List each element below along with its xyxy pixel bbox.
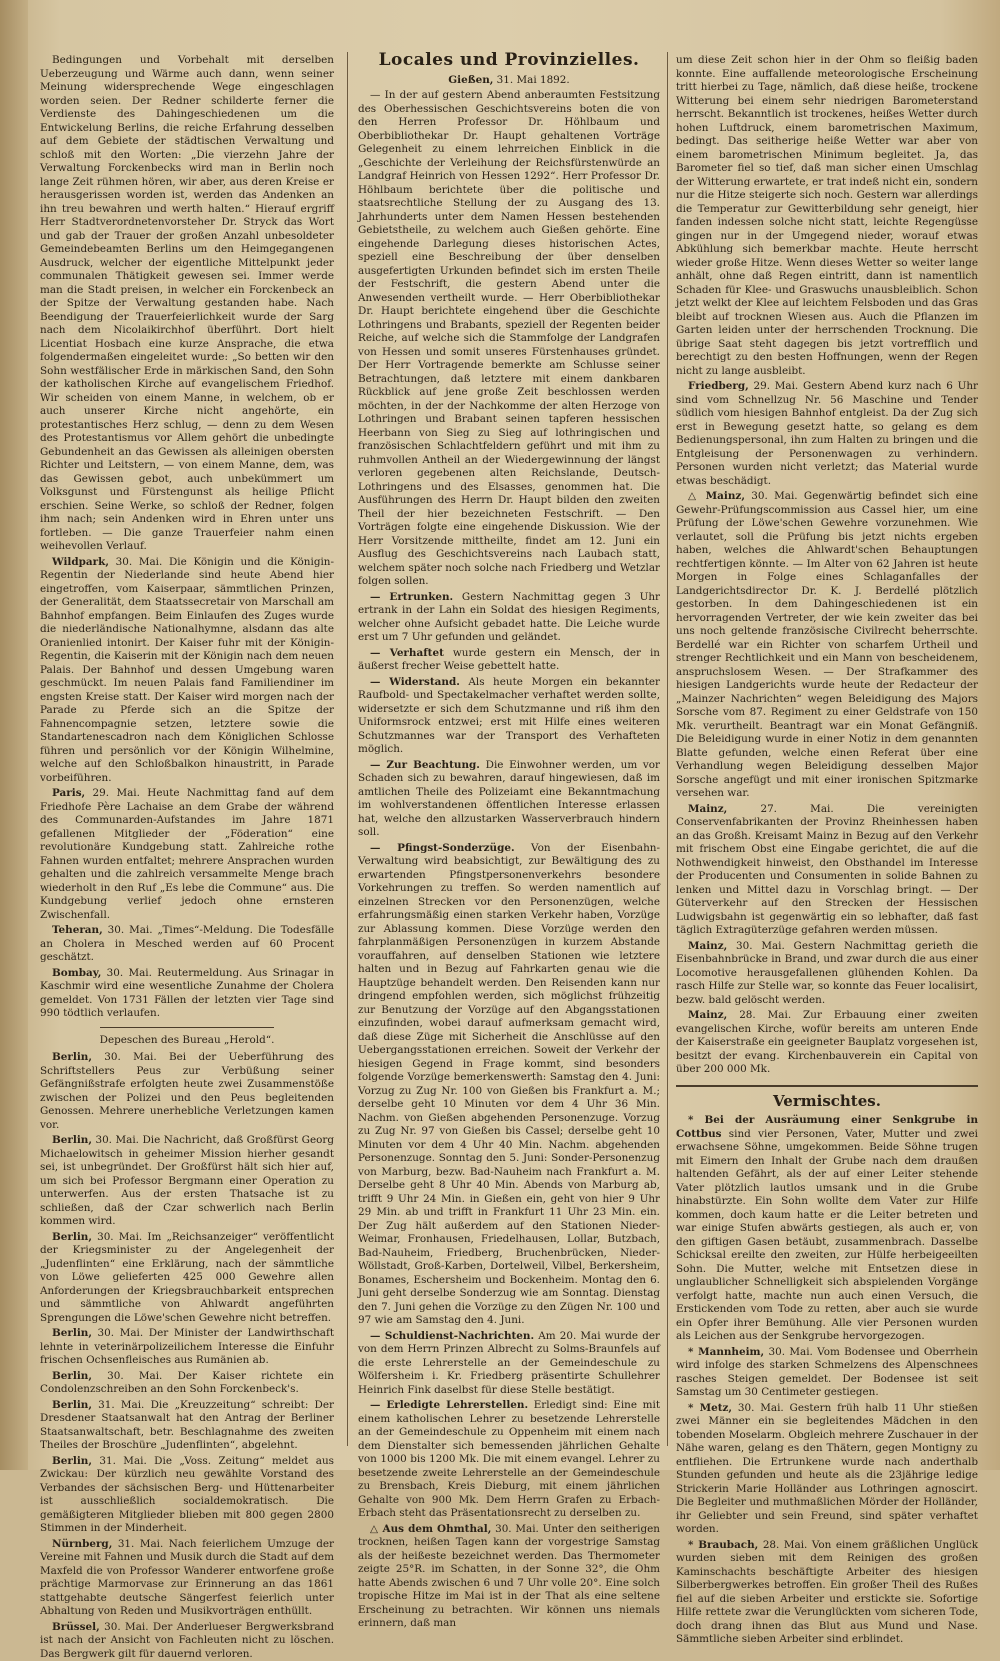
item-heading: △ Aus dem Ohmthal, bbox=[370, 1523, 491, 1535]
dateline: Paris, bbox=[52, 787, 85, 799]
dateline: Bombay, bbox=[52, 967, 101, 979]
dateline: Friedberg, bbox=[688, 380, 749, 392]
news-text: 30. Mai. Reutermeldung. Aus Srinagar in Kaschmir wird eine wesentliche Zunahme der Cholera gemeldet. Von 1731 Fällen der letzten vier Tage sind 990 tödtlich verlaufen. bbox=[40, 967, 334, 1020]
news-text: 30. Mai. Im „Reichsanzeiger“ veröffentlicht der Kriegsminister zu der Angelegenheit der „Judenflinten“ eine Erklärung, nach der sämmtliche von Löwe gelieferten 425 000 Gewehre allen Anforderungen der Kriegsbrauchbarkeit entsprechen und sämmtliche von Ahlwardt angeführten Sprengungen die Löwe'schen Gewehre nicht betreffen. bbox=[40, 1231, 334, 1324]
news-item-mainz bbox=[676, 940, 978, 1008]
news-text: Von der Eisenbahn-Verwaltung wird beabsichtigt, zur Bewältigung des zu erwartenden Pfingstpersonenverkehrs besondere Vorkehrungen zu treffen. So werden namentlich auf einzelnen Strecken vor den Personenzügen, welche erfahrungsmäßig einen starken Verkehr haben, Vorzüge zur Ablassung kommen. Diese Vorzüge werden den fahrplanmäßigen Personenzügen in kurzem Abstande vorauffahren, auf denselben Stationen wie letztere halten und in Bezug auf Fahrkarten genau wie die Hauptzüge behandelt werden. Den Reisenden kann nur dringend empfohlen werden, sich möglichst frühzeitig zur Benutzung der Vorzüge auf den Abgangsstationen einzufinden, wobei darauf aufmerksam gemacht wird, daß diese Züge mit Sicherheit die Anschlüsse auf den Uebergangsstationen erreichen. Soweit der Verkehr der hiesigen Gegend in Frage kommt, sind besonders folgende Vorzüge bemerkenswerth: Samstag den 4. Juni: Vorzug zu Zug Nr. 100 von Gießen bis Frankfurt a. M.; derselbe geht 10 Minuten vor dem 4 Uhr 36 Min. Nachm. von Gießen abgehenden Personenzuge. Vorzug zu Zug Nr. 97 von Gießen bis Cassel; derselbe geht 10 Minuten vor dem 4 Uhr 40 Min. Nachm. abgehenden Personenzuge. Sonntag den 5. Juni: Sonder-Personenzug von Marburg, bezw. Bad-Nauheim nach Frankfurt a. M. Derselbe geht 8 Uhr 40 Min. Abends von Marburg ab, trifft 9 Uhr 24 Min. in Gießen ein, geht von hier 9 Uhr 29 Min. ab und trifft in Frankfurt 11 Uhr 23 Min. ein. Der Zug hält außerdem auf den Stationen Nieder-Weimar, Fronhausen, Friedelhausen, Lollar, Butzbach, Bad-Nauheim, Friedberg, Bruchenbrücken, Nieder-Wöllstadt, Groß-Karben, Dortelweil, Vilbel, Berkersheim, Bonames, Eschersheim und Bockenheim. Montag den 6. Juni geht derselbe Sonderzug wie am Sonntag. Dienstag den 7. Juni gehen die Vorzüge zu den Zügen Nr. 100 und 97 wie am Samstag den 4. Juni. bbox=[358, 842, 660, 1327]
news-text: 27. Mai. Die vereinigten Conservenfabrikanten der Provinz Rheinhessen haben an das Großh. Kreisamt Mainz in Bezug auf den Verkehr mit frischem Obst eine Eingabe gerichtet, die auf die Nothwendigkeit hinweist, den Obsthandel im Interesse der Producenten und Consumenten in solide Bahnen zu lenken und Mittel dazu in Vorschlag bringt. — Der Güterverkehr auf den Strecken der Hessischen Ludwigsbahn ist gegenwärtig ein so lebhafter, daß fast täglich Extragüterzüge gefahren werden müssen. bbox=[676, 803, 978, 937]
dateline: Brüssel, bbox=[52, 1621, 100, 1633]
dateline: Berlin, bbox=[52, 1231, 92, 1243]
news-item-berlin bbox=[40, 1370, 334, 1397]
column-3 bbox=[676, 54, 978, 1446]
column-1 bbox=[40, 54, 334, 1446]
news-text: 30. Mai. Vom Bodensee und Oberrhein wird infolge des starken Schmelzens des Alpenschnees rasches Steigen gemeldet. Der Bodensee ist seit Samstag um 30 Centimeter gestiegen. bbox=[676, 1346, 978, 1399]
news-item-bruessel bbox=[40, 1621, 334, 1661]
news-item-berlin bbox=[40, 1134, 334, 1229]
news-text: wurde gestern ein Mensch, der in äußerst frecher Weise gebettelt hatte. bbox=[358, 647, 660, 673]
dateline: Berlin, bbox=[52, 1370, 92, 1382]
item-heading: — Schuldienst-Nachrichten. bbox=[370, 1330, 534, 1342]
news-item-berlin bbox=[40, 1327, 334, 1368]
news-text: 30. Mai. „Times“-Meldung. Die Todesfälle an Cholera in Mesched werden auf 60 Procent geschätzt. bbox=[40, 924, 334, 963]
dateline: Mainz, bbox=[688, 803, 727, 815]
page-edge-shadow bbox=[0, 0, 28, 1470]
news-text: 28. Mai. Zur Erbauung einer zweiten evangelischen Kirche, wofür bereits am unteren Ende der Kaiserstraße ein geeigneter Bauplatz vorgesehen ist, besitzt der evang. Kirchenbauverein ein Capital von über 200 000 Mk. bbox=[676, 1009, 978, 1075]
item-heading: — Widerstand. bbox=[370, 676, 460, 688]
news-text: 30. Mai. Der Minister der Landwirthschaft lehnte in veterinärpolizeilichem Interesse die Einfuhr frischen Ochsenfleisches aus Rumänien ab. bbox=[40, 1327, 334, 1366]
dateline: * Bei der Ausräumung einer Senkgrube in Cottbus bbox=[676, 1114, 978, 1140]
news-text: 30. Mai. Der Kaiser richtete ein Condolenzschreiben an den Sohn Forckenbeck's. bbox=[40, 1370, 334, 1396]
column-2 bbox=[358, 54, 660, 1446]
dateline: Mainz, bbox=[688, 940, 727, 952]
news-item-beachtung bbox=[358, 759, 660, 840]
news-item-ertrunken bbox=[358, 591, 660, 645]
dateline: Teheran, bbox=[52, 924, 103, 936]
dateline: Berlin, bbox=[52, 1327, 92, 1339]
item-heading: — Ertrunken. bbox=[370, 591, 453, 603]
news-item-pfingst bbox=[358, 842, 660, 1328]
news-item-berlin bbox=[40, 1051, 334, 1132]
column-rule-2 bbox=[667, 52, 668, 1446]
news-item-friedberg bbox=[676, 380, 978, 488]
news-text: 28. Mai. Von einem gräßlichen Unglück wurden sieben mit dem Reinigen des großen Kaminschachts beschäftigte Arbeiter des hiesigen Silberbergwerkes betroffen. Ein großer Theil des Rußes fiel auf die sieben Arbeiter und erstickte sie. Sofortige Hilfe rettete zwar die Verunglückten vom sicheren Tode, doch drang ihnen das Blut aus Mund und Nase. Sämmtliche sieben Arbeiter sind erblindet. bbox=[676, 1539, 978, 1646]
news-item-mainz bbox=[676, 803, 978, 938]
news-item-lehrerstellen bbox=[358, 1399, 660, 1521]
news-item-braubach bbox=[676, 1539, 978, 1647]
column-rule-1 bbox=[347, 52, 348, 1446]
news-item-berlin bbox=[40, 1399, 334, 1453]
news-item-paris bbox=[40, 787, 334, 922]
article-continuation: Bedingungen und Vorbehalt mit derselben Ueberzeugung und Wärme auch dann, wenn seiner Meinung widersprechende Wege eingeschlagen worden seien. Der Redner schilderte ferner die Verdienste des Dahingeschiedenen um die Entwickelung Berlins, die reiche Erfahrung desselben auf dem Gebiete der städtischen Verwaltung und schloß mit den Worten: „Die vierzehn Jahre der Verwaltung Forckenbecks wird man in Berlin noch lange Zeit rühmen hören, wir aber, aus deren Kreise er herausgerissen worden ist, werden das Andenken an ihn treu bewahren und werth halten.“ Hierauf ergriff Herr Stadtverordnetenvorsteher Dr. Stryck das Wort und gab der Trauer der großen Anzahl unbesoldeter Gemeindebeamten Berlins um den Heimgegangenen Ausdruck, welcher der eigentliche Mittelpunkt jeder communalen Thätigkeit gewesen sei. Immer werde man die Stadt preisen, in welcher ein Forckenbeck an der Spitze der Verwaltung gestanden habe. Nach Beendigung der Trauerfeierlichkeit wurde der Sarg nach dem Nicolaikirchhof überführt. Dort hielt Licentiat Hosbach eine kurze Ansprache, die etwa folgendermaßen eingeleitet wurde: „So betten wir den Sohn westfälischer Erde in märkischen Sand, den Sohn der katholischen Kirche auf evangelischem Friedhof. Wir scheiden von einem Manne, in welchem, ob er auch unserer Kirche nicht angehörte, ein protestantisches Herz schlug, — denn zu dem Wesen des Protestantismus vor Allem gehört die unbedingte Gebundenheit an das Gewissen als alleinigen obersten Richter und Leitstern, — von einem Manne, dem, was das Gewissen gebot, auch unbekümmert um Volksgunst und Fürstengunst als heilige Pflicht erschien. Seine Werke, so schloß der Redner, folgen ihm nach; sein Andenken wird in Ehren unter uns fortleben. — Die ganze Trauerfeier nahm einen weihevollen Verlauf. bbox=[40, 54, 334, 554]
news-text: Als heute Morgen ein bekannter Raufbold- und Spectakelmacher verhaftet werden sollte, widersetzte er sich dem Schutzmanne und riß ihm den Uniformsrock entzwei; erst mit Hilfe eines weiteren Schutzmannes war der Transport des Verhafteten möglich. bbox=[358, 676, 660, 756]
news-text: 31. Mai. Nach feierlichem Umzuge der Vereine mit Fahnen und Musik durch die Stadt auf dem Maxfeld die von Professor Wanderer entworfene große prächtige Marmorvase zur Erinnerung an das 1861 stattgehabte deutsche Sängerfest feierlich unter Abhaltung von Reden und Musikvorträgen enthüllt. bbox=[40, 1538, 334, 1618]
news-text: 29. Mai. Heute Nachmittag fand auf dem Friedhofe Père Lachaise an dem Grabe der während des Communarden-Aufstandes im Jahre 1871 gefallenen Mitglieder der „Föderation“ eine revolutionäre Kundgebung statt. Zahlreiche rothe Fahnen wurden entfaltet; mehrere Ansprachen wurden gehalten und die zahlreich versammelte Menge brach wiederholt in den Ruf „Es lebe die Commune“ aus. Die Kundgebung verlief jedoch ohne ernsteren Zwischenfall. bbox=[40, 787, 334, 921]
dateline: * Metz, bbox=[688, 1402, 732, 1414]
news-item-bombay bbox=[40, 967, 334, 1021]
dateline: Berlin, bbox=[52, 1399, 92, 1411]
dateline: * Mannheim, bbox=[688, 1346, 764, 1358]
news-item-ohmthal bbox=[358, 1523, 660, 1631]
dateline: Berlin, bbox=[52, 1134, 92, 1146]
article-continuation: um diese Zeit schon hier in der Ohm so fleißig baden konnte. Eine auffallende meteorologische Erscheinung tritt hierbei zu Tage, nämlich, daß diese heiße, trockene Witterung bei einem sehr niedrigen Barometerstand herrscht. Bekanntlich ist trockenes, heißes Wetter durch hohen Luftdruck, einem barometrischen Maximum, bedingt. Das seitherige heiße Wetter war aber von einem barometrischen Minimum begleitet. Ja, das Barometer fiel so tief, daß man sicher einen Umschlag der Witterung erwartete, er trat indeß nicht ein, sondern nur die Hitze steigerte sich noch. Gestern war allerdings die Temperatur zur Gewitterbildung sehr geneigt, hier fanden indessen solche nicht statt, leichte Regengüsse gingen nur in der Umgegend nieder, worauf etwas Abkühlung sich bemerkbar machte. Heute herrscht wieder große Hitze. Wenn dieses Wetter so weiter lange anhält, ohne daß Regen eintritt, dann ist namentlich Schaden für Klee- und Graswuchs unausbleiblich. Schon jetzt welkt der Klee auf leichtem Felsboden und das Gras bleibt auf trocknen Wiesen aus. Auch die Pflanzen im Garten leiden unter der herrschenden Trocknung. Die übrige Saat steht dagegen bis jetzt vortrefflich und berechtigt zu den besten Hoffnungen, wenn der Regen nicht zu lange ausbleibt. bbox=[676, 54, 978, 378]
dateline: * Braubach, bbox=[688, 1539, 758, 1551]
news-text: Die Einwohner werden, um vor Schaden sich zu bewahren, darauf hingewiesen, daß im amtlichen Theile des Polizeiamt eine Bekanntmachung im wohlverstandenen öffentlichen Interesse erlassen hat, welche den allzustarken Wasserverbrauch hindern soll. bbox=[358, 759, 660, 839]
item-heading: — Zur Beachtung. bbox=[370, 759, 480, 771]
news-text: 30. Mai. Gestern Nachmittag gerieth die Eisenbahnbrücke in Brand, und zwar durch die aus einer Locomotive herausgefallenen glühenden Kohlen. Da rasch Hilfe zur Stelle war, so konnte das Feuer localisirt, bezw. bald gelöscht werden. bbox=[676, 940, 978, 1006]
news-text: 30. Mai. Bei der Ueberführung des Schriftstellers Peus zur Verbüßung seiner Gefängnißstrafe erfolgten heute zwei Zusammenstöße zwischen der Polizei und den Peus begleitenden Genossen. Mehrere unerhebliche Verletzungen kamen vor. bbox=[40, 1051, 334, 1131]
item-heading: — Erledigte Lehrerstellen. bbox=[370, 1399, 528, 1411]
news-text: Gestern Nachmittag gegen 3 Uhr ertrank in der Lahn ein Soldat des hiesigen Regiments, welcher ohne Aufsicht gebadet hatte. Die Leiche wurde erst um 7 Uhr gefunden und geländet. bbox=[358, 591, 660, 644]
dateline: Berlin, bbox=[52, 1455, 92, 1467]
dateline: Nürnberg, bbox=[52, 1538, 112, 1550]
news-item-verhaftet bbox=[358, 647, 660, 674]
article-geschichtsverein: — In der auf gestern Abend anberaumten Festsitzung des Oberhessischen Geschichtsvereins boten die von den Herren Professor Dr. Höhlbaum und Oberbibliothekar Dr. Haupt gehaltenen Vorträge Gelegenheit zu einem lehrreichen Einblick in die „Geschichte der Verleihung der Reichsfürstenwürde an Landgraf Heinrich von Hessen 1292“. Herr Professor Dr. Höhlbaum berichtete über die politische und staatsrechtliche Stellung der zu Ausgang des 13. Jahrhunderts unter dem Namen Hessen bestehenden Gebietstheile, zu welchem auch Gießen gehörte. Eine eingehende Darlegung dieses historischen Actes, speziell eine Beschreibung der über denselben ausgefertigten Urkunden befindet sich im ersten Theile der Festschrift, die gestern Abend unter die Anwesenden vertheilt wurde. — Herr Oberbibliothekar Dr. Haupt berichtete eingehend über die Geschichte Lothringens und Brabants, speziell der Regenten beider Reiche, auf welche sich die Stammfolge der Landgrafen von Hessen und somit unseres Fürstenhauses gründet. Der Herr Vortragende bemerkte am Schlusse seiner Betrachtungen, daß letztere mit einem dankbaren Rückblick auf jene große Zeit beschlossen werden möchten, in der der Nachkomme der alten Herzoge von Lothringen und Brabant seinen tapferen hessischen Heerbann von Sieg zu Sieg auf lothringischen und französischen Schlachtfeldern geführt und mit ihm zu ruhmvollen Antheil an der Wiedergewinnung der längst verloren gegebenen alten Reichslande, Deutsch-Lothringens und des Elsasses, genommen hat. Die Ausführungen des Herrn Dr. Haupt bilden den zweiten Theil der hier bezeichneten Festschrift. — Den Vorträgen folgte eine eingehende Diskussion. Wie der Herr Vorsitzende mittheilte, findet am 12. Juni ein Ausflug des Geschichtsvereins nach Laubach statt, welchem später noch solche nach Friedberg und Wetzlar folgen sollen. bbox=[358, 89, 660, 589]
news-text: Am 20. Mai wurde der von dem Herrn Prinzen Albrecht zu Solms-Braunfels auf die erste Lehrerstelle an der Gemeindeschule zu Wölfersheim i. Kr. Friedberg präsentirte Schullehrer Heinrich Fink daselbst für diese Stelle bestätigt. bbox=[358, 1330, 660, 1396]
news-text: 30. Mai. Die Königin und die Königin-Regentin der Niederlande sind heute Abend hier eingetroffen, vom Kaiserpaar, sämmtlichen Prinzen, der Generalität, dem Staatssecretair von Marschall am Bahnhof empfangen. Beim Einlaufen des Zuges wurde die niederländische Nationalhymne, alsdann das alte Oranienlied intonirt. Der Kaiser fuhr mit der Königin-Regentin, die Kaiserin mit der Königin nach dem neuen Palais. Der Bahnhof und dessen Umgebung waren geschmückt. Im neuen Palais fand Familiendiner im engsten Kreise statt. Der Kaiser wird morgen nach der Parade zu Pferde sich an die Spitze der Fahnencompagnie setzen, letztere sowie die Standartenescadron nach dem Königlichen Schlosse führen und persönlich vor der Königin Wilhelmine, welche auf den Schloßbalkon hinaustritt, in Parade vorbeiführen. bbox=[40, 556, 334, 784]
dateline: Mainz, bbox=[688, 1009, 727, 1021]
depeschen-heading: Depeschen des Bureau „Herold“. bbox=[40, 1034, 334, 1048]
news-item-schuldienst bbox=[358, 1330, 660, 1398]
section-title-locales: Locales und Provinzielles. bbox=[358, 54, 660, 68]
news-item-teheran bbox=[40, 924, 334, 965]
news-item-metz bbox=[676, 1402, 978, 1537]
dateline: △ Mainz, bbox=[688, 490, 745, 502]
news-item-mainz bbox=[676, 490, 978, 801]
news-item-wildpark bbox=[40, 556, 334, 786]
section-dateline bbox=[358, 74, 660, 88]
section-title-vermischtes: Vermischtes. bbox=[676, 1095, 978, 1109]
news-text: 29. Mai. Gestern Abend kurz nach 6 Uhr sind vom Schnellzug Nr. 56 Maschine und Tender südlich vom hiesigen Bahnhof entgleist. Da der Zug sich erst in Bewegung gesetzt hatte, so gelang es dem Bedienungspersonal, ihn zum Halten zu bringen und die Entgleisung der Personenwagen zu verhindern. Personen wurden nicht verletzt; das Material wurde etwas beschädigt. bbox=[676, 380, 978, 487]
news-text: 30. Mai. Der Anderlueser Bergwerksbrand ist nach der Ansicht von Fachleuten nicht zu löschen. Das Bergwerk gilt für dauernd verloren. bbox=[40, 1621, 334, 1660]
dateline: Gießen, bbox=[448, 74, 493, 86]
news-text: 31. Mai. Die „Kreuzzeitung“ schreibt: Der Dresdener Staatsanwalt hat den Antrag der Berliner Staatsanwaltschaft, betr. Beschlagnahme des zweiten Theiles der Broschüre „Judenflinten“, abgelehnt. bbox=[40, 1399, 334, 1452]
news-item-berlin bbox=[40, 1231, 334, 1326]
news-item-nuernberg bbox=[40, 1538, 334, 1619]
dateline: Berlin, bbox=[52, 1051, 92, 1063]
divider bbox=[100, 1027, 274, 1028]
news-text: 30. Mai. Die Nachricht, daß Großfürst Georg Michaelowitsch in geheimer Mission hierher gesandt sei, ist unbegründet. Der Großfürst hält sich hier auf, um sich bei Professor Bergmann einer Operation zu unterwerfen. Aus der ersten Thatsache ist zu schließen, daß der Czar schwerlich nach Berlin kommen wird. bbox=[40, 1134, 334, 1227]
news-item-cottbus bbox=[676, 1114, 978, 1344]
date-text: 31. Mai 1892. bbox=[493, 74, 569, 86]
news-item-mainz bbox=[676, 1009, 978, 1077]
dateline: Wildpark, bbox=[52, 556, 109, 568]
news-text: 31. Mai. Die „Voss. Zeitung“ meldet aus Zwickau: Der kürzlich neu gewählte Vorstand des Verbandes der sächsischen Berg- und Hüttenarbeiter ist ausschließlich socialdemokratisch. Die gemäßigteren Mitglieder blieben mit 800 gegen 2800 Stimmen in der Minderheit. bbox=[40, 1455, 334, 1535]
news-text: 30. Mai. Unter den seitherigen trocknen, heißen Tagen kann der vorgestrige Samstag als der heißeste bezeichnet werden. Das Thermometer zeigte 25°R. im Schatten, in der Sonne 32°, die Ohm hatte Abends zwischen 6 und 7 Uhr volle 20°. Eine solch tropische Hitze im Mai ist in der That als eine seltene Erscheinung zu betrachten. Wir können uns niemals erinnern, daß man bbox=[358, 1523, 660, 1630]
news-item-mannheim bbox=[676, 1346, 978, 1400]
news-text: sind vier Personen, Vater, Mutter und zwei erwachsene Söhne, umgekommen. Beide Söhne trugen mit Eimern den Inhalt der Grube nach dem draußen haltenden Gefährt, als der auf einer Leiter stehende Vater plötzlich lautlos umsank und in die Grube hinabstürzte. Ein Sohn wollte dem Vater zur Hilfe kommen, doch kaum hatte er die Leiter betreten und war einige Stufen abwärts gestiegen, als auch er, von den giftigen Gasen betäubt, zusammenbrach. Dasselbe Schicksal ereilte den zweiten, zur Hülfe herbeigeeilten Sohn. Die Mutter, welche mit Entsetzen diese in unglaublicher Schnelligkeit sich abspielenden Vorgänge verfolgt hatte, machte nun auch einen Versuch, die Erstickenden vom Tode zu retten, aber auch sie wurde ein Opfer ihrer Bemühung. Alle vier Personen wurden als Leichen aus der Senkgrube hervorgezogen. bbox=[676, 1128, 978, 1343]
news-text: Erledigt sind: Eine mit einem katholischen Lehrer zu besetzende Lehrerstelle an der Gemeindeschule zu Oppenheim mit einem nach dem Dienstalter sich bemessenden jährlichen Gehalte von 1000 bis 1200 Mk. Die mit einem evangel. Lehrer zu besetzende zweite Lehrerstelle an der Gemeindeschule zu Brensbach, Kreis Dieburg, mit einem jährlichen Gehalte von 900 Mk. Dem Herrn Grafen zu Erbach-Erbach steht das Präsentationsrecht zu derselben zu. bbox=[358, 1399, 660, 1519]
section-divider bbox=[676, 1085, 978, 1087]
news-text: 30. Mai. Gestern früh halb 11 Uhr stießen zwei Männer ein sie begleitendes Mädchen in den tobenden Moselarm. Obgleich mehrere Zuschauer in der Nähe waren, gelang es den Thätern, gegen Montigny zu entfliehen. Die Ertrunkene wurde nach anderthalb Stunden gefunden und heute als die 23jährige ledige Strickerin Marie Holländer aus Lothringen agnoscirt. Die Begleiter und muthmaßlichen Mörder der Holländer, ihr Geliebter und sein Freund, sind später verhaftet worden. bbox=[676, 1402, 978, 1536]
news-item-widerstand bbox=[358, 676, 660, 757]
item-heading: — Verhaftet bbox=[370, 647, 444, 659]
news-text: 30. Mai. Gegenwärtig befindet sich eine Gewehr-Prüfungscommission aus Cassel hier, um eine Prüfung der Löwe'schen Gewehre vorzunehmen. Wie verlautet, soll die Prüfung bis jetzt nichts ergeben haben, welches die Ahlwardt'schen Behauptungen rechtfertigen könnte. — Im Alter von 62 Jahren ist heute Morgen in Folge eines Schlaganfalles der Landgerichtsdirector Dr. K. J. Berdellé plötzlich gestorben. In dem Dahingeschiedenen ist ein hervorragenden Vertreter, der wie kein zweiter das bei uns noch geltende französische Civilrecht beherrschte. Berdellé war ein Richter von scharfem Urtheil und strenger Rechtlichkeit und ein Mann von bescheidenem, anspruchslosem Wesen. — Der Strafkammer des hiesigen Landgerichts wurde heute der Redacteur der „Mainzer Nachrichten“ wegen Beleidigung des Majors Sorsche vom 87. Regiment zu einer Geldstrafe von 150 Mk. verurtheilt. Beantragt war ein Monat Gefängniß. Die Beleidigung wurde in einer Notiz in dem genannten Blatte gefunden, welche einen Referat über eine Verhandlung wegen Beleidigung desselben Major Sorsche angefügt und mit einer ironischen Spitzmarke versehen war. bbox=[676, 490, 978, 799]
item-heading: — Pfingst-Sonderzüge. bbox=[370, 842, 515, 854]
news-item-berlin bbox=[40, 1455, 334, 1536]
